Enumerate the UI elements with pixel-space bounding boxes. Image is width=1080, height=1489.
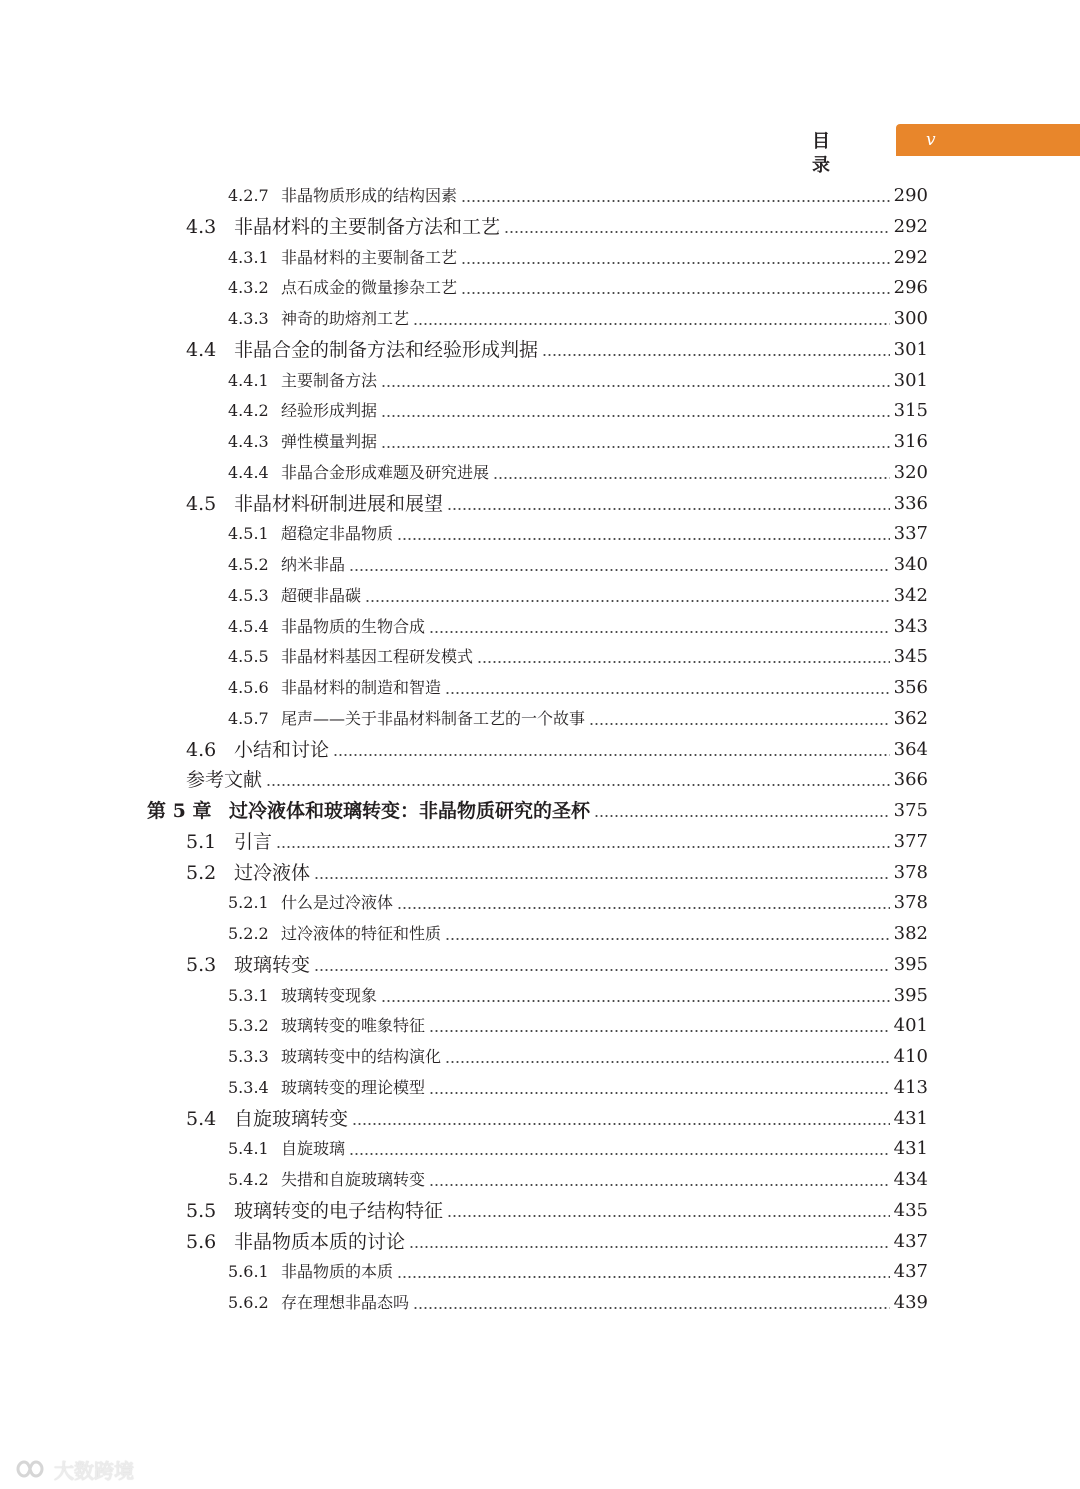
watermark xyxy=(8,1454,134,1484)
toc-entry-page: 439 xyxy=(893,1292,928,1313)
dot-leader xyxy=(447,1215,890,1217)
dot-leader xyxy=(445,1061,890,1063)
toc-references-entry xyxy=(186,766,928,792)
toc-entry-page: 401 xyxy=(893,1015,928,1037)
dot-leader xyxy=(413,323,890,325)
toc-entry-page: 395 xyxy=(893,984,928,1006)
dot-leader xyxy=(429,631,890,633)
toc-entry-title: 非晶材料基因工程研发模式 xyxy=(281,647,474,667)
toc-entry-number: 4.5.5 xyxy=(228,647,269,667)
toc-entry xyxy=(228,1166,928,1192)
toc-entry xyxy=(228,1074,928,1100)
toc-entry xyxy=(186,951,928,977)
toc-entry xyxy=(186,490,928,516)
dot-leader xyxy=(589,723,890,725)
toc-entry-title: 失措和自旋玻璃转变 xyxy=(281,1170,426,1189)
toc-entry xyxy=(228,920,928,946)
dot-leader xyxy=(594,815,890,817)
toc-entry-number: 4.5.3 xyxy=(228,585,269,605)
toc-entry-number: 4.5.6 xyxy=(228,678,269,697)
toc-entry-number: 5.4 xyxy=(186,1107,217,1130)
toc-entry xyxy=(228,643,928,669)
toc-entry xyxy=(228,459,928,485)
toc-entry xyxy=(186,336,928,362)
toc-entry xyxy=(228,520,928,546)
dot-leader xyxy=(349,569,890,571)
toc-entry-number: 5.6 xyxy=(186,1230,217,1253)
toc-entry-number: 第 5 章 xyxy=(147,800,212,822)
toc-entry xyxy=(228,982,928,1008)
toc-entry-title: 自旋玻璃 xyxy=(281,1139,346,1159)
toc-entry-page: 315 xyxy=(893,400,928,422)
toc-entry-number: 4.4.4 xyxy=(228,462,269,482)
dot-leader xyxy=(381,446,890,448)
toc-entry-number: 5.5 xyxy=(186,1199,217,1222)
toc-entry-page: 410 xyxy=(893,1046,928,1067)
dot-leader xyxy=(397,907,890,909)
toc-entry-page: 337 xyxy=(893,523,928,545)
toc-entry-number: 4.6 xyxy=(186,738,217,761)
toc-entry-title: 神奇的助熔剂工艺 xyxy=(281,309,410,328)
dot-leader xyxy=(276,846,890,848)
toc-entry xyxy=(228,1043,928,1069)
toc-entry-title: 主要制备方法 xyxy=(281,370,378,390)
toc-entry xyxy=(228,305,928,331)
toc-entry xyxy=(228,1135,928,1161)
toc-entry-page: 342 xyxy=(893,584,928,606)
toc-entry-number: 5.1 xyxy=(186,830,217,853)
toc-entry xyxy=(186,1105,928,1131)
toc-entry-title: 超稳定非晶物质 xyxy=(281,524,394,544)
toc-entry-page: 431 xyxy=(893,1138,928,1160)
toc-chapter-entry xyxy=(147,797,928,823)
toc-entry xyxy=(228,551,928,577)
toc-entry-page: 437 xyxy=(893,1261,928,1283)
toc-entry xyxy=(228,367,928,393)
toc-entry-title: 非晶材料的制造和智造 xyxy=(281,678,442,697)
toc-entry-title: 引言 xyxy=(234,830,273,853)
toc-entry-title: 玻璃转变现象 xyxy=(281,985,378,1005)
toc-entry-title: 过冷液体 xyxy=(234,861,311,884)
toc-entry-number: 4.5.4 xyxy=(228,616,269,636)
toc-entry-number: 5.2.2 xyxy=(228,924,269,943)
toc-entry xyxy=(186,213,928,239)
toc-entry xyxy=(228,244,928,270)
toc-entry-number: 4.5.7 xyxy=(228,708,269,728)
toc-entry xyxy=(186,1228,928,1254)
dot-leader xyxy=(504,231,890,233)
toc-entry-page: 356 xyxy=(893,677,928,698)
dot-leader xyxy=(447,508,890,510)
toc-entry-page: 378 xyxy=(893,892,928,914)
dot-leader xyxy=(429,1092,890,1094)
dot-leader xyxy=(397,1276,890,1278)
toc-entry-page: 434 xyxy=(893,1169,928,1190)
toc-entry-number: 4.3 xyxy=(186,215,217,238)
dot-leader xyxy=(333,754,890,756)
toc-entry-number: 4.3.3 xyxy=(228,309,269,328)
toc-entry-page: 431 xyxy=(893,1107,928,1129)
toc-entry-page: 336 xyxy=(893,492,928,514)
toc-entry-number: 4.4 xyxy=(186,338,217,361)
page-number-tab xyxy=(896,124,1080,156)
toc-entry-title: 非晶物质的生物合成 xyxy=(281,616,426,636)
toc-entry-number: 5.2 xyxy=(186,861,217,884)
toc-entry-title: 非晶材料的主要制备方法和工艺 xyxy=(234,215,501,238)
dot-leader xyxy=(381,1000,890,1002)
toc-entry-title: 玻璃转变中的结构演化 xyxy=(281,1047,442,1066)
dot-leader xyxy=(349,1153,890,1155)
toc-entry-page: 362 xyxy=(893,707,928,729)
toc-entry-page: 366 xyxy=(893,769,928,791)
toc-entry-title: 纳米非晶 xyxy=(281,555,346,574)
toc-entry-title: 非晶合金形成难题及研究进展 xyxy=(281,462,490,482)
toc-entry xyxy=(228,274,928,300)
toc-entry-title: 经验形成判据 xyxy=(281,401,378,421)
toc-entry-title: 非晶物质的本质 xyxy=(281,1262,394,1282)
toc-entry-page: 290 xyxy=(893,185,928,206)
toc-entry-title: 超硬非晶碳 xyxy=(281,585,362,605)
toc-entry-page: 377 xyxy=(893,830,928,852)
dot-leader xyxy=(477,661,890,663)
toc-entry-page: 437 xyxy=(893,1230,928,1252)
toc-entry-title: 非晶材料研制进展和展望 xyxy=(234,492,444,515)
toc-entry-title: 尾声——关于非晶材料制备工艺的一个故事 xyxy=(281,708,586,728)
toc-entry-title: 玻璃转变的电子结构特征 xyxy=(234,1199,444,1222)
toc-entry-title: 什么是过冷液体 xyxy=(281,893,394,913)
toc-entry-title: 点石成金的微量掺杂工艺 xyxy=(281,278,458,298)
toc-entry xyxy=(228,1012,928,1038)
toc-entry xyxy=(228,397,928,423)
toc-entry-page: 316 xyxy=(893,431,928,452)
toc-entry-title: 玻璃转变的唯象特征 xyxy=(281,1016,426,1036)
toc-entry-number: 5.6.2 xyxy=(228,1293,269,1312)
dot-leader xyxy=(397,538,890,540)
toc-entry-page: 364 xyxy=(893,738,928,760)
toc-entry-number: 5.4.1 xyxy=(228,1139,269,1159)
dot-leader xyxy=(365,600,890,602)
toc-entry xyxy=(186,1197,928,1223)
toc-entry-page: 301 xyxy=(893,369,928,391)
toc-entry-number: 5.3.1 xyxy=(228,985,269,1005)
toc-entry xyxy=(186,859,928,885)
toc-entry-page: 340 xyxy=(893,554,928,575)
dot-leader xyxy=(381,415,890,417)
dot-leader xyxy=(352,1123,890,1125)
toc-entry-page: 320 xyxy=(893,461,928,483)
toc-entry xyxy=(228,1258,928,1284)
toc-entry xyxy=(228,705,928,731)
toc-entry-page: 378 xyxy=(893,861,928,883)
dot-leader xyxy=(409,1246,890,1248)
toc-entry-page: 301 xyxy=(893,338,928,360)
toc-entry-title: 非晶材料的主要制备工艺 xyxy=(281,247,458,267)
dot-leader xyxy=(413,1307,890,1309)
toc-entry-title: 非晶合金的制备方法和经验形成判据 xyxy=(234,338,539,361)
toc-entry-number: 4.4.2 xyxy=(228,401,269,421)
toc-entry-number: 5.3.3 xyxy=(228,1047,269,1066)
toc-entry xyxy=(228,613,928,639)
toc-entry xyxy=(228,1289,928,1315)
toc-entry-number: 4.4.3 xyxy=(228,432,269,451)
dot-leader xyxy=(461,200,890,202)
toc-entry-title: 玻璃转变 xyxy=(234,953,311,976)
toc-entry-number: 5.3.4 xyxy=(228,1077,269,1097)
watermark-text: 大数跨境 xyxy=(54,1458,134,1483)
dot-leader xyxy=(461,292,890,294)
toc-entry-number: 5.4.2 xyxy=(228,1170,269,1189)
toc-entry xyxy=(228,582,928,608)
toc-entry-page: 375 xyxy=(893,800,928,821)
toc-entry-page: 292 xyxy=(893,215,928,237)
toc-entry-number: 4.4.1 xyxy=(228,370,269,390)
toc-entry-number: 4.3.1 xyxy=(228,247,269,267)
dot-leader xyxy=(461,262,890,264)
toc-entry-number: 4.3.2 xyxy=(228,278,269,298)
dot-leader xyxy=(445,938,890,940)
toc-entry-title: 非晶物质形成的结构因素 xyxy=(281,186,458,205)
dot-leader xyxy=(445,692,890,694)
toc-entry-title: 玻璃转变的理论模型 xyxy=(281,1077,426,1097)
toc-entry-title: 存在理想非晶态吗 xyxy=(281,1293,410,1312)
toc-entry-page: 382 xyxy=(893,923,928,944)
toc-entry-title: 参考文献 xyxy=(186,769,263,792)
toc-entry-title: 非晶物质本质的讨论 xyxy=(234,1230,406,1253)
toc-entry xyxy=(228,674,928,700)
dot-leader xyxy=(429,1184,890,1186)
toc-entry-page: 343 xyxy=(893,615,928,637)
dot-leader xyxy=(314,877,890,879)
toc-entry-title: 过冷液体的特征和性质 xyxy=(281,924,442,943)
infinity-logo-icon xyxy=(8,1457,48,1481)
toc-entry-page: 413 xyxy=(893,1076,928,1098)
toc-entry xyxy=(228,889,928,915)
toc-entry-number: 5.6.1 xyxy=(228,1262,269,1282)
table-of-contents xyxy=(0,180,1080,1320)
toc-entry-title: 小结和讨论 xyxy=(234,738,330,761)
toc-entry-title: 过冷液体和玻璃转变：非晶物质研究的圣杯 xyxy=(229,800,591,822)
toc-entry-page: 395 xyxy=(893,953,928,975)
toc-entry xyxy=(186,736,928,762)
toc-entry xyxy=(228,428,928,454)
dot-leader xyxy=(542,354,890,356)
toc-entry-number: 4.2.7 xyxy=(228,186,269,205)
toc-entry-page: 300 xyxy=(893,308,928,329)
toc-entry-number: 5.3.2 xyxy=(228,1016,269,1036)
running-header-title: 目录 xyxy=(812,131,858,176)
toc-entry-number: 5.2.1 xyxy=(228,893,269,913)
toc-entry-title: 自旋玻璃转变 xyxy=(234,1107,349,1130)
toc-entry-number: 5.3 xyxy=(186,953,217,976)
toc-entry xyxy=(228,182,928,208)
toc-entry-page: 296 xyxy=(893,277,928,299)
toc-entry-number: 4.5.2 xyxy=(228,555,269,574)
dot-leader xyxy=(266,784,890,786)
dot-leader xyxy=(314,969,890,971)
toc-entry-page: 292 xyxy=(893,246,928,268)
toc-entry-page: 435 xyxy=(893,1199,928,1221)
toc-entry-number: 4.5.1 xyxy=(228,524,269,544)
page-number: v xyxy=(926,130,936,150)
toc-entry-number: 4.5 xyxy=(186,492,217,515)
toc-entry-page: 345 xyxy=(893,646,928,668)
toc-entry-title: 弹性模量判据 xyxy=(281,432,378,451)
dot-leader xyxy=(429,1030,890,1032)
toc-entry xyxy=(186,828,928,854)
dot-leader xyxy=(493,477,890,479)
dot-leader xyxy=(381,385,890,387)
